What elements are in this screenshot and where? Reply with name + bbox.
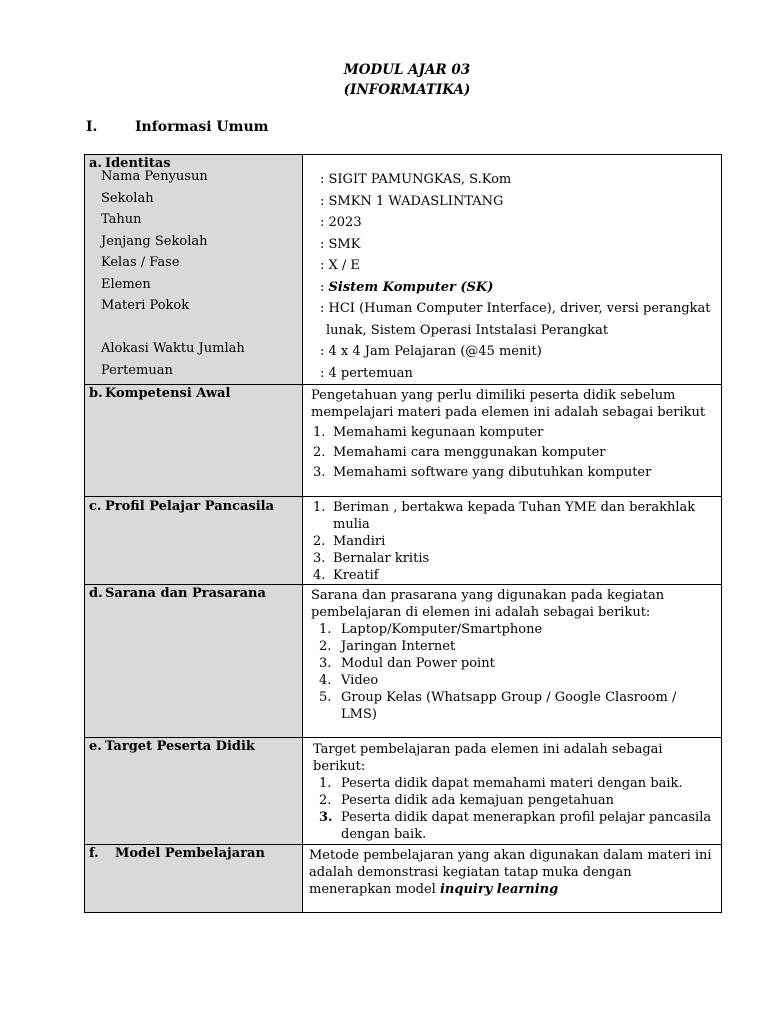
kompetensi-heading: b. Kompetensi Awal: [89, 386, 231, 401]
identitas-labels: [85, 166, 302, 381]
kompetensi-content: [303, 385, 721, 481]
kompetensi-intro: Pengetahuan yang perlu dimiliki peserta didik sebelum mempelajari materi pada elemen ini adalah sebagai berikut: [311, 388, 706, 420]
target-heading: e. Target Peserta Didik: [89, 739, 255, 754]
label-jenjang: Jenjang Sekolah: [101, 233, 208, 249]
section-number: I.: [86, 119, 98, 135]
model-value-cell: [303, 845, 722, 913]
list-item: 2. Peserta didik ada kemajuan pengetahuan: [319, 793, 615, 808]
sarana-label-cell: [85, 585, 303, 738]
profil-label-cell: [85, 497, 303, 585]
list-item: 1. Beriman , bertakwa kepada Tuhan YME dan berakhlak mulia: [313, 500, 696, 532]
target-label-cell: [85, 738, 303, 845]
info-table: [84, 154, 722, 913]
label-tahun: Tahun: [101, 212, 142, 227]
identitas-values: [303, 155, 721, 384]
value-kelas: : X / E: [320, 258, 360, 273]
value-materi: : HCI (Human Computer Interface), driver, versi perangkat lunak, Sistem Operasi Intstalasi Perangkat: [320, 301, 711, 338]
model-label-cell: [85, 845, 303, 913]
list-item: 1. Memahami kegunaan komputer: [313, 425, 544, 440]
profil-list: [311, 499, 715, 584]
identitas-value-cell: [303, 155, 722, 385]
value-sekolah: : SMKN 1 WADASLINTANG: [320, 193, 504, 209]
identitas-heading: a. Identitas: [89, 156, 171, 171]
label-materi: Materi Pokok: [101, 298, 190, 313]
label-pertemuan: Pertemuan: [101, 362, 173, 378]
sarana-intro: Sarana dan prasarana yang digunakan pada kegiatan pembelajaran di elemen ini adalah sebagai berikut:: [311, 588, 665, 620]
sarana-content: [303, 585, 721, 723]
label-elemen: Elemen: [101, 276, 151, 292]
model-emphasis: inquiry learning: [439, 882, 559, 897]
model-heading: f. Model Pembelajaran: [89, 846, 265, 861]
list-item: 1. Peserta didik dapat memahami materi dengan baik.: [319, 776, 683, 791]
label-alokasi: Alokasi Waktu Jumlah: [101, 341, 245, 356]
list-item: 3. Bernalar kritis: [313, 551, 430, 566]
section-heading: [86, 119, 268, 135]
sarana-heading: d. Sarana dan Prasarana: [89, 586, 266, 601]
list-item: 2. Memahami cara menggunakan komputer: [313, 445, 606, 460]
label-sekolah: Sekolah: [101, 190, 154, 206]
sarana-value-cell: [303, 585, 722, 738]
row-target-peserta: [85, 738, 722, 845]
value-elemen: : Sistem Komputer (SK): [320, 279, 494, 295]
list-item: 3. Memahami software yang dibutuhkan komputer: [313, 465, 652, 480]
row-kompetensi-awal: [85, 385, 722, 497]
profil-heading: c. Profil Pelajar Pancasila: [89, 499, 275, 514]
profil-value-cell: [303, 497, 722, 585]
kompetensi-list: [311, 424, 715, 481]
row-profil-pancasila: [85, 497, 722, 585]
target-content: [303, 738, 721, 843]
value-tahun: : 2023: [320, 215, 362, 230]
list-item: 3. Modul dan Power point: [319, 656, 495, 671]
value-nama-penyusun: : SIGIT PAMUNGKAS, S.Kom: [320, 172, 512, 187]
list-item: 3. Peserta didik dapat menerapkan profil pelajar pancasila dengan baik.: [319, 810, 712, 842]
sarana-list: [311, 621, 715, 723]
row-identitas: [85, 155, 722, 385]
target-intro: Target pembelajaran pada elemen ini adalah sebagai berikut:: [313, 742, 663, 774]
document-title: MODUL AJAR 03: [343, 62, 471, 78]
row-sarana-prasarana: [85, 585, 722, 738]
label-kelas: Kelas / Fase: [101, 255, 180, 270]
label-nama-penyusun: Nama Penyusun: [101, 169, 208, 184]
document-subtitle: (INFORMATIKA): [343, 82, 471, 98]
section-title: Informasi Umum: [135, 119, 269, 135]
kompetensi-label-cell: [85, 385, 303, 497]
target-value-cell: [303, 738, 722, 845]
value-alokasi: : 4 x 4 Jam Pelajaran (@45 menit): [320, 344, 542, 359]
list-item: 2. Mandiri: [313, 534, 386, 549]
list-item: 1. Laptop/Komputer/Smartphone: [319, 622, 543, 637]
list-item: 5. Group Kelas (Whatsapp Group / Google Clasroom / LMS): [319, 690, 677, 722]
value-jenjang: : SMK: [320, 236, 361, 252]
target-list: [311, 775, 715, 843]
profil-content: [303, 497, 721, 584]
identitas-label-cell: [85, 155, 303, 385]
kompetensi-value-cell: [303, 385, 722, 497]
list-item: 4. Kreatif: [313, 568, 379, 583]
model-content: Metode pembelajaran yang akan digunakan dalam materi ini adalah demonstrasi kegiatan tatap muka dengan menerapkan model inquiry learning: [309, 848, 712, 897]
list-item: 4. Video: [319, 673, 379, 688]
list-item: 2. Jaringan Internet: [319, 639, 456, 654]
value-pertemuan: : 4 pertemuan: [320, 365, 413, 381]
row-model-pembelajaran: [85, 845, 722, 913]
